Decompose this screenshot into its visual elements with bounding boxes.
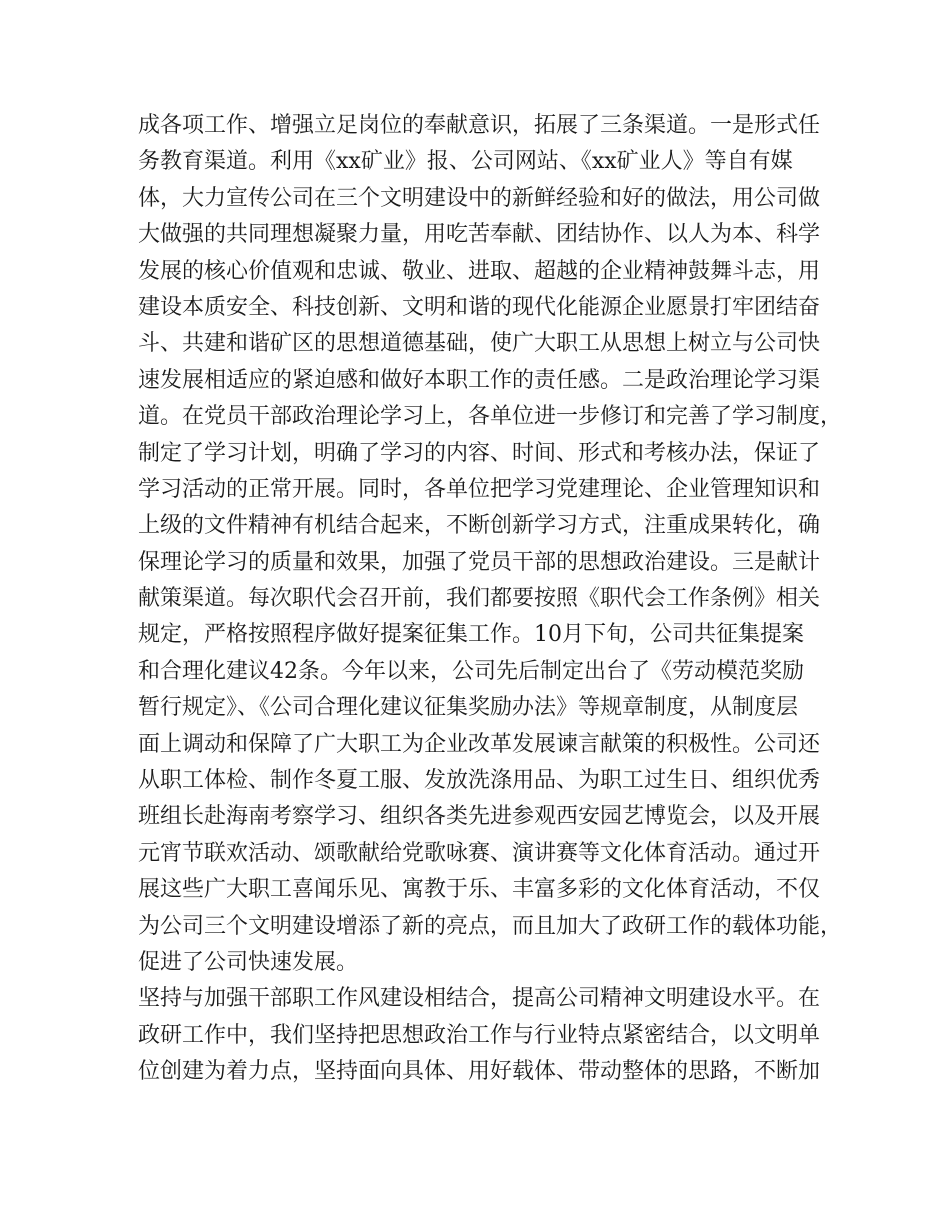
text-line: 斗、共建和谐矿区的思想道德基础，使广大职工从思想上树立与公司快	[138, 331, 821, 357]
text-line: 政研工作中，我们坚持把思想政治工作与行业特点紧密结合，以文明单	[138, 1022, 821, 1048]
text-line: 道。在党员干部政治理论学习上，各单位进一步修订和完善了学习制度，	[138, 404, 843, 430]
text-line: 献策渠道。每次职代会召开前，我们都要按照《职代会工作条例》相关	[138, 586, 821, 612]
text-line: 从职工体检、制作冬夏工服、发放洗涤用品、为职工过生日、组织优秀	[138, 768, 821, 794]
text-line: 建设本质安全、科技创新、文明和谐的现代化能源企业愿景打牢团结奋	[138, 294, 821, 320]
text-line: 发展的核心价值观和忠诚、敬业、进取、超越的企业精神鼓舞斗志，用	[138, 258, 821, 284]
document-body	[138, 108, 843, 1091]
text-line: 大做强的共同理想凝聚力量，用吃苦奉献、团结协作、以人为本、科学	[138, 222, 821, 248]
text-line: 上级的文件精神有机结合起来，不断创新学习方式，注重成果转化，确	[138, 513, 821, 539]
text-line: 和合理化建议42条。今年以来，公司先后制定出台了《劳动模范奖励	[138, 658, 804, 684]
text-line: 位创建为着力点，坚持面向具体、用好载体、带动整体的思路，不断加	[138, 1059, 821, 1085]
text-line: 制定了学习计划，明确了学习的内容、时间、形式和考核办法，保证了	[138, 440, 821, 466]
text-line: 元宵节联欢活动、颂歌献给党歌咏赛、演讲赛等文化体育活动。通过开	[138, 840, 821, 866]
text-line: 展这些广大职工喜闻乐见、寓教于乐、丰富多彩的文化体育活动，不仅	[138, 877, 821, 903]
text-line: 成各项工作、增强立足岗位的奉献意识，拓展了三条渠道。一是形式任	[138, 113, 821, 138]
text-line: 保理论学习的质量和效果，加强了党员干部的思想政治建设。三是献计	[138, 549, 821, 575]
text-line: 务教育渠道。利用《xx矿业》报、公司网站、《xx矿业人》等自有媒	[138, 149, 793, 175]
text-line: 体，大力宣传公司在三个文明建设中的新鲜经验和好的做法，用公司做	[138, 185, 821, 211]
text-line: 为公司三个文明建设增添了新的亮点，而且加大了政研工作的载体功能，	[138, 913, 843, 939]
text-line: 坚持与加强干部职工作风建设相结合，提高公司精神文明建设水平。在	[138, 986, 821, 1012]
text-line: 面上调动和保障了广大职工为企业改革发展谏言献策的积极性。公司还	[138, 731, 821, 757]
text-line: 学习活动的正常开展。同时，各单位把学习党建理论、企业管理知识和	[138, 476, 821, 502]
text-line: 班组长赴海南考察学习、组织各类先进参观西安园艺博览会，以及开展	[138, 804, 821, 830]
text-line: 暂行规定》、《公司合理化建议征集奖励办法》等规章制度，从制度层	[138, 695, 799, 721]
text-line: 速发展相适应的紧迫感和做好本职工作的责任感。二是政治理论学习渠	[138, 367, 821, 393]
text-line: 促进了公司快速发展。	[138, 949, 359, 975]
text-line: 规定，严格按照程序做好提案征集工作。10月下旬，公司共征集提案	[138, 622, 804, 648]
